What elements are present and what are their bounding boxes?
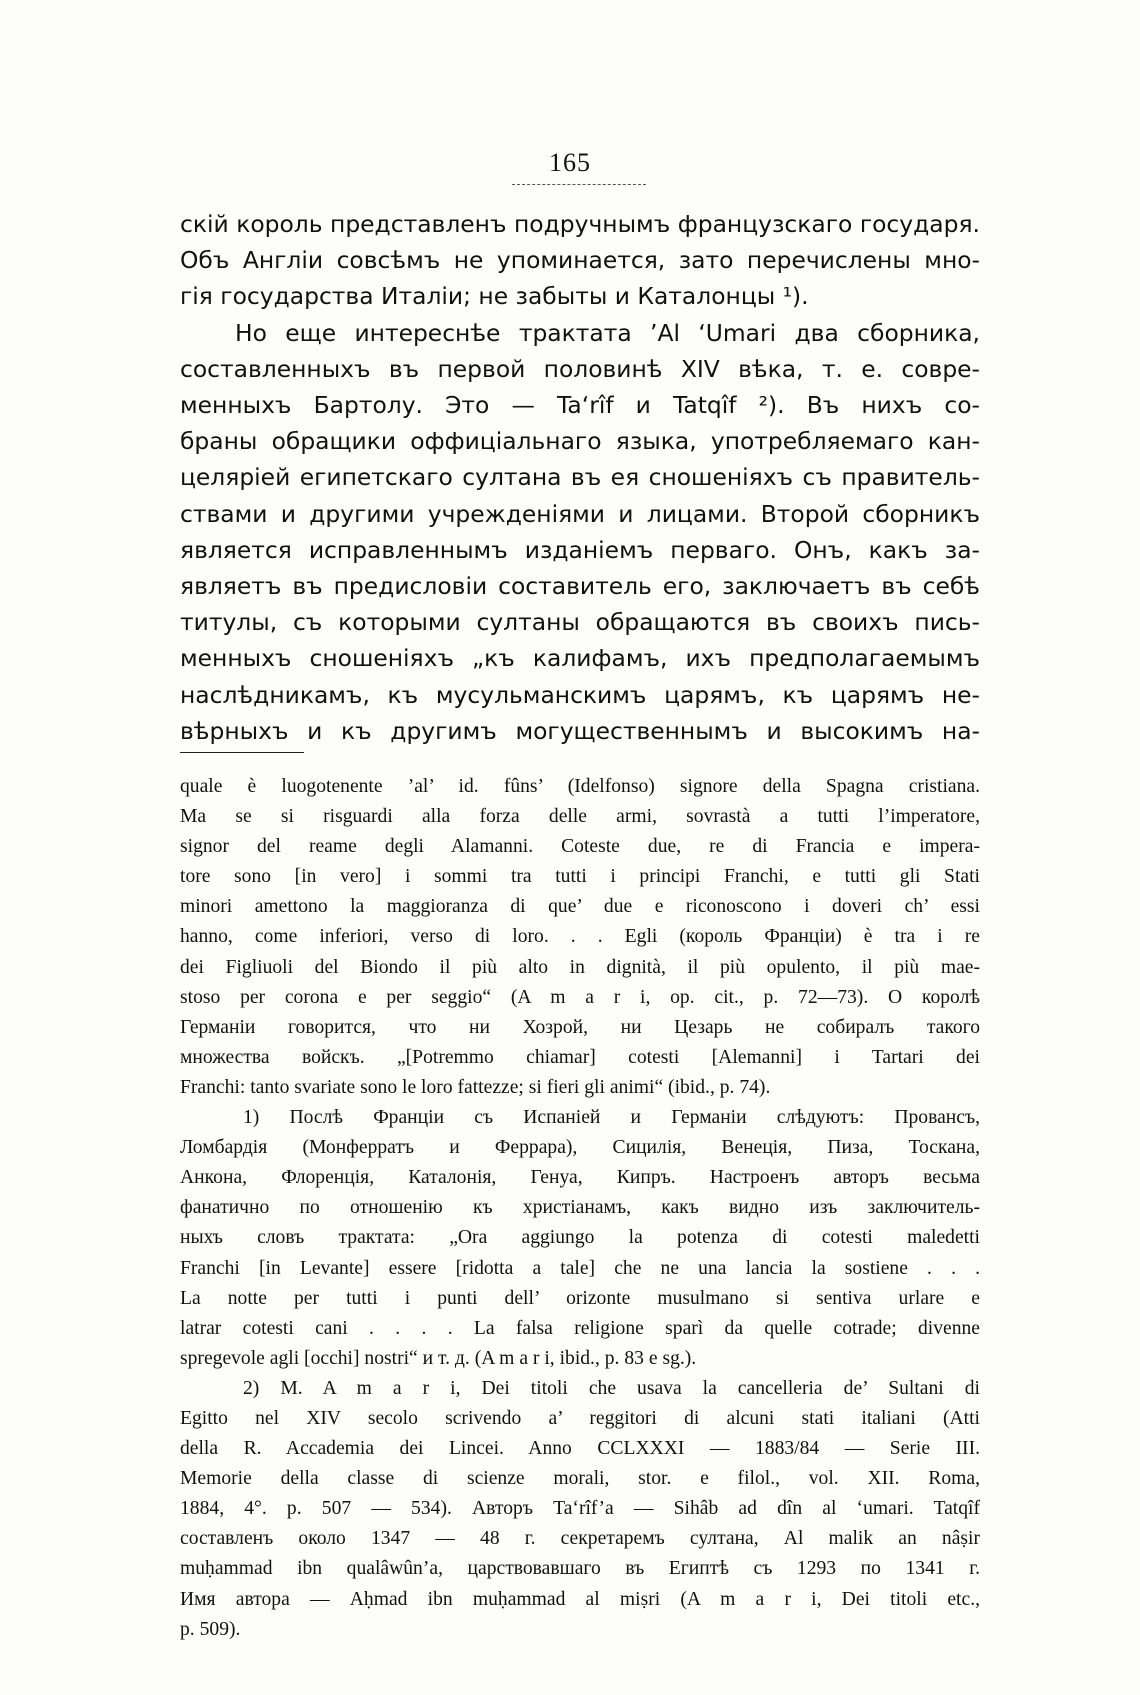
footnote-line: Анкона, Флоренція, Каталонія, Генуа, Кипръ. Настроенъ авторъ весьма (180, 1167, 980, 1189)
main-text-line: вѣрныхъ и къ другимъ могущественнымъ и высокимъ на- (180, 716, 980, 745)
footnote-line: stoso per corona e per seggio“ (A m a r i, op. cit., p. 72—73). О королѣ (180, 986, 980, 1008)
footnote-line: quale è luogotenente ’al’ id. fûns’ (Idelfonso) signore della Spagna cristiana. (180, 776, 980, 797)
footnote-line: dei Figliuoli del Biondo il più alto in dignità, il più opulento, il più mae- (180, 956, 980, 978)
footnote-line: ныхъ словъ трактата: „Ora aggiungo la potenza di cotesti maledetti (180, 1227, 980, 1249)
footnote-line: della R. Accademia dei Lincei. Anno CCLXXXI — 1883/84 — Serie III. (180, 1438, 980, 1460)
footnote-line: p. 509). (180, 1618, 241, 1640)
main-text-line: Объ Англіи совсѣмъ не упоминается, зато перечислены мно- (180, 246, 980, 275)
footnote-line: minori amettono la maggioranza di que’ due e riconoscono i doveri ch’ essi (180, 896, 980, 918)
footnote-line: hanno, come inferiori, verso di loro. . . Egli (король Франціи) è tra i re (180, 926, 980, 948)
footnote-line: tore sono [in vero] i sommi tra tutti i principi Franchi, e tutti gli Stati (180, 866, 980, 888)
footnote-line: muḥammad ibn qualâwûn’a, царствовавшаго въ Египтѣ съ 1293 по 1341 г. (180, 1558, 980, 1580)
footnote-line: Franchi: tanto svariate sono le loro fattezze; si fieri gli animi“ (ibid., p. 74). (180, 1076, 771, 1098)
main-text-line: титулы, съ которыми султаны обращаются въ своихъ пись- (180, 608, 980, 637)
footnote-line: Ma se si risguardi alla forza delle armi, sovrastà a tutti l’imperatore, (180, 806, 980, 828)
footnote-line: signor del reame degli Alamanni. Coteste due, re di Francia e impera- (180, 836, 980, 858)
main-text-line: является исправленнымъ изданіемъ перваго. Онъ, какъ за- (180, 535, 980, 564)
main-text-line: являетъ въ предисловіи составитель его, заключаетъ въ себѣ (180, 572, 980, 601)
footnote-line: фанатично по отношенію къ христіанамъ, какъ видно изъ заключитель- (180, 1197, 980, 1219)
main-text-line: целяріей египетскаго султана въ ея сношеніяхъ съ правитель- (180, 463, 980, 492)
main-text-line: наслѣдникамъ, къ мусульманскимъ царямъ, къ царямъ не- (180, 680, 980, 709)
footnote-line: множества войскъ. „[Potremmo chiamar] cotesti [Alemanni] i Tartari dei (180, 1046, 980, 1068)
main-text-line: браны обращики оффиціальнаго языка, употребляемаго кан- (180, 427, 980, 456)
footnote-line: Ломбардія (Монферратъ и Феррара), Сицилія, Венеція, Пиза, Тоскана, (180, 1137, 980, 1159)
main-text-line: менныхъ сношеніяхъ „къ калифамъ, ихъ предполагаемымъ (180, 644, 980, 673)
footnote-line: Memorie della classe di scienze morali, stor. e filol., vol. XII. Roma, (180, 1468, 980, 1490)
footnote-line: Имя автора — Aḥmad ibn muḥammad al miṣri (A m a r i, Dei titoli etc., (180, 1588, 980, 1610)
main-text-line: составленныхъ въ первой половинѣ XIV вѣка, т. е. совре- (180, 354, 980, 383)
footnote-line: La notte per tutti i punti dell’ orizonte musulmano si sentiva urlare e (180, 1287, 980, 1309)
main-text-line: гія государства Италіи; не забыты и Каталонцы ¹). (180, 282, 809, 311)
footnote-line: latrar cotesti cani . . . . La falsa religione sparì da quelle cotrade; divenne (180, 1317, 980, 1339)
footnotes (180, 772, 980, 1645)
footnote-line: spregevole agli [occhi] nostri“ и т. д. (A m a r i, ibid., p. 83 e sg.). (180, 1347, 697, 1369)
main-text-line: менныхъ Бартолу. Это — Ta‘rîf и Tatqîf ²). Въ нихъ со- (180, 391, 980, 420)
footnote-line: 1) Послѣ Франціи съ Испаніей и Германіи слѣдуютъ: Провансъ, (243, 1107, 980, 1129)
footnote-line: составленъ около 1347 — 48 г. секретаремъ султана, Al malik an nâṣir (180, 1528, 980, 1550)
footnote-line: Германіи говорится, что ни Хозрой, ни Цезарь не собиралъ такого (180, 1016, 980, 1038)
main-text-line: Но еще интереснѣе трактата ’Al ‘Umari два сборника, (235, 318, 980, 347)
page-number: 165 (549, 148, 591, 177)
main-text (180, 206, 980, 749)
footnote-line: Franchi [in Levante] essere [ridotta a tale] che ne una lancia la sostiene . . . (180, 1257, 980, 1279)
footnote-line: Egitto nel XIV secolo scrivendo a’ reggitori di alcuni stati italiani (Atti (180, 1407, 980, 1429)
footnote-line: 2) M. A m a r i, Dei titoli che usava la cancelleria de’ Sultani di (243, 1377, 980, 1399)
page-number-rule (512, 184, 646, 185)
main-text-line: ствами и другими учрежденіями и лицами. Второй сборникъ (180, 499, 980, 528)
main-text-line: скій король представленъ подручнымъ французскаго государя. (180, 210, 980, 238)
footnote-separator (180, 752, 304, 753)
footnote-line: 1884, 4°. p. 507 — 534). Авторъ Ta‘rîf’a — Sihâb ad dîn al ‘umari. Tatqîf (180, 1498, 980, 1520)
